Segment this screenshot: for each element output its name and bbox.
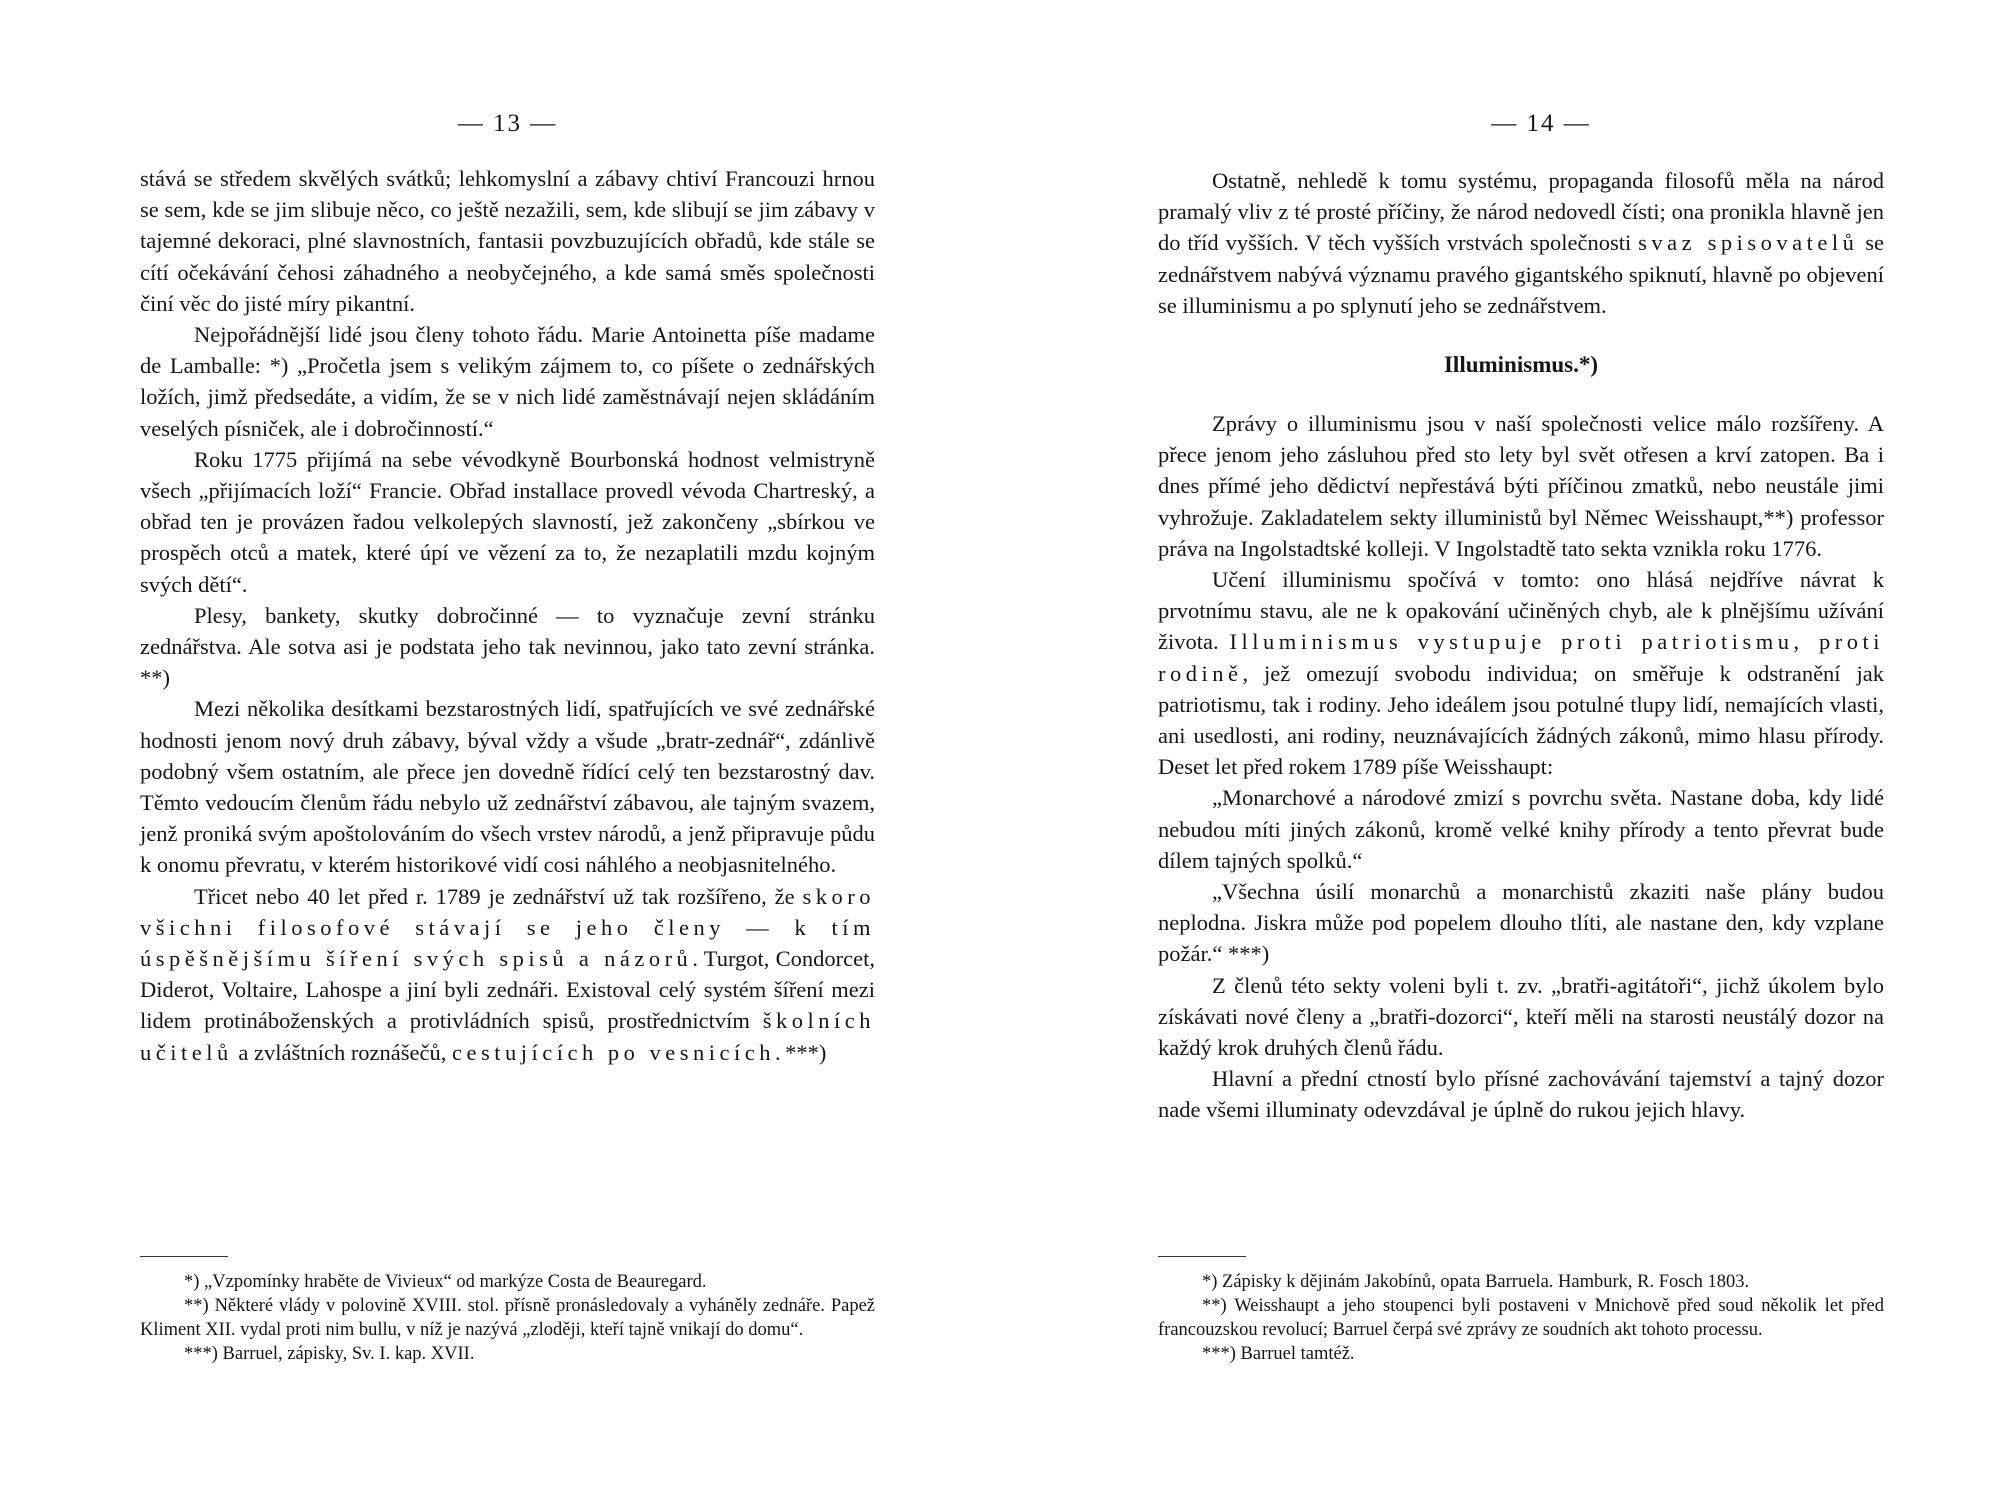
footnote: ***) Barruel tamtéž. bbox=[1202, 1344, 1355, 1364]
text-run: Třicet nebo 40 let před r. 1789 je zednářství už tak rozšířeno, že bbox=[194, 883, 803, 909]
paragraph: Zprávy o illuminismu jsou v naší společnosti velice málo rozšířeny. A přece jenom jeho zásluhou před sto lety byl svět otřesen a krví zatopen. Ba i dnes přímé jeho dědictví nepřestává býti příčinou zmatků, nebo neustále jimi vyhrožuje. Zakladatelem sekty illuministů byl Němec Weisshaupt,**) professor práva na Ingolstadtské kolleji. V Ingolstadtě tato sekta vznikla roku 1776. bbox=[1158, 411, 1884, 561]
footnote: **) Některé vlády v polovině XVIII. stol. přísně pronásledovaly a vyháněly zednáře. Papež Kliment XII. vydal proti nim bullu, v níž je nazývá „zloději, kteří tajně vnikají do domu“. bbox=[140, 1296, 875, 1340]
footnote-rule bbox=[140, 1256, 228, 1257]
text-run: , jež omezují svobodu individua; on směřuje k odstranění jak patriotismu, tak i rodiny. Jeho ideálem jsou potulné tlupy lidí, nemajících vlasti, ani usedlosti, ani rodiny, neuznávajících žádných zákonů, mimo hlasu přírody. Deset let před rokem 1789 píše Weisshaupt: bbox=[1158, 660, 1884, 780]
spaced-emphasis: svaz spisovatelů bbox=[1638, 230, 1859, 256]
paragraph: Z členů této sekty voleni byli t. zv. „bratři-agitátoři“, jichž úkolem bylo získávati nové členy a „bratři-dozorci“, kteří měli na starosti neustálý dozor na každý krok druhých členů řádu. bbox=[1158, 972, 1884, 1061]
footnotes bbox=[140, 1270, 875, 1366]
text-run: a zvláštních roznášečů, bbox=[232, 1039, 453, 1065]
footnote: **) Weisshaupt a jeho stoupenci byli postaveni v Mnichově před soud několik let před francouzskou revolucí; Barruel čerpá své zprávy ze soudních akt tohoto processu. bbox=[1158, 1296, 1884, 1340]
left-page bbox=[140, 0, 875, 1500]
paragraph: Roku 1775 přijímá na sebe vévodkyně Bourbonská hodnost velmistryně všech „přijímacích loží“ Francie. Obřad installace provedl vévoda Chartreský, a obřad ten je provázen řadou velkolepých slavností, jež zakončeny „sbírkou ve prospěch otců a matek, které úpí ve vězení za to, že nezaplatili mzdu kojným svých dětí“. bbox=[140, 446, 875, 597]
page-number: — 14 — bbox=[1491, 110, 1591, 137]
footnote: ***) Barruel, zápisky, Sv. I. kap. XVII. bbox=[184, 1344, 475, 1364]
paragraph bbox=[1158, 564, 1884, 782]
paragraph: Nejpořádnější lidé jsou členy tohoto řádu. Marie Antoinetta píše madame de Lamballe: *) „Pročetla jsem s velikým zájmem to, co píšete o zednářských ložích, jimž předsedáte, a vidím, že se v nich lidé zaměstnávají nejen skládáním veselých písniček, ale i dobročinností.“ bbox=[140, 322, 875, 441]
paragraph: Mezi několika desítkami bezstarostných lidí, spatřujících ve své zednářské hodnosti jenom nový druh zábavy, býval vždy a všude „bratr-zednář“, zdánlivě podobný všem ostatním, ale přece jen dovedně řídící celý ten bezstarostný dav. Těmto vedoucím členům řádu nebylo už zednářství zábavou, ale tajným svazem, jenž proniká svým apoštolováním do všech vrstev národů, a jenž připravuje půdu k onomu převratu, v kterém historikové vidí cosi náhlého a neobjasnitelného. bbox=[140, 696, 875, 878]
footnote-marker: ***) bbox=[785, 1039, 827, 1065]
paragraph bbox=[140, 881, 875, 1068]
footnote: *) „Vzpomínky hraběte de Vivieux“ od markýze Costa de Beauregard. bbox=[184, 1272, 707, 1292]
paragraph: Plesy, bankety, skutky dobročinné — to vyznačuje zevní stránku zednářstva. Ale sotva asi je podstata jeho tak nevinnou, jako tato zevní stránka. **) bbox=[140, 602, 875, 691]
paragraph bbox=[1158, 165, 1884, 321]
page-body bbox=[140, 163, 875, 1068]
spaced-emphasis: cestujících po vesnicích. bbox=[452, 1039, 786, 1065]
text-run: Učení illuminismu spočívá v tomto: ono hlásá nejdříve návrat k prvotnímu stavu, ale ne k opakování učiněných chyb, ale k plnějšímu užívání života. bbox=[1158, 567, 1884, 655]
paragraph: Hlavní a přední ctností bylo přísné zachovávání tajemství a tajný dozor nade všemi illuminaty odevzdával je úplně do rukou jejich hlavy. bbox=[1158, 1066, 1884, 1123]
right-page bbox=[1158, 0, 1884, 1500]
spaced-emphasis: skoro všichni filosofové stávají se jeho členy — k tím úspěšnějšímu šíření svých spisů a názorů bbox=[140, 883, 875, 972]
page-number: — 13 — bbox=[457, 110, 558, 137]
footnote: *) Zápisky k dějinám Jakobínů, opata Barruela. Hamburk, R. Fosch 1803. bbox=[1202, 1272, 1750, 1292]
text-run: Ostatně, nehledě k tomu systému, propaganda filosofů měla na národ pramalý vliv z té prosté příčiny, že národ nedovedl čísti; ona pronikla hlavně jen do tříd vyšších. V těch vyšších vrstvách společnosti bbox=[1158, 168, 1884, 256]
spaced-emphasis: školních učitelů bbox=[140, 1008, 875, 1065]
page-body bbox=[1158, 165, 1884, 1126]
section-heading: Illuminismus.*) bbox=[1443, 352, 1598, 378]
text-run: se zednářstvem nabývá významu pravého gigantského spiknutí, hlavně po objevení se illuminismu a po splynutí jeho se zednářstvem. bbox=[1158, 230, 1884, 318]
footnotes bbox=[1158, 1270, 1884, 1366]
quote: „Všechna úsilí monarchů a monarchistů zkaziti naše plány budou neplodna. Jiskra může pod popelem dlouho tlíti, ale nastane den, kdy vzplane požár.“ ***) bbox=[1158, 879, 1884, 967]
text-run: . Turgot, Condorcet, Diderot, Voltaire, Lahospe a jiní byli zednáři. Existoval celý systém šíření mezi lidem protináboženských a protivládních spisů, prostřednictvím bbox=[140, 946, 875, 1034]
footnote-rule bbox=[1158, 1256, 1246, 1257]
paragraph: stává se středem skvělých svátků; lehkomyslní a zábavy chtiví Francouzi hrnou se sem, kde se jim slibuje něco, co ještě nezažili, sem, kde slibují se jim zábavy v tajemné dekoraci, plné slavnostních, fantasii povzbuzujících obřadů, kde stále se cítí očekávání čehosi záhadného a neobyčejného, a kde samá směs společnosti činí věc do jisté míry pikantní. bbox=[140, 166, 875, 316]
spaced-emphasis: Illuminismus vystupuje proti patriotismu, proti rodině bbox=[1158, 629, 1884, 686]
quote: „Monarchové a národové zmizí s povrchu světa. Nastane doba, kdy lidé nebudou míti jiných zákonů, kromě velké knihy přírody a tento převrat bude dílem tajných spolků.“ bbox=[1158, 785, 1884, 873]
